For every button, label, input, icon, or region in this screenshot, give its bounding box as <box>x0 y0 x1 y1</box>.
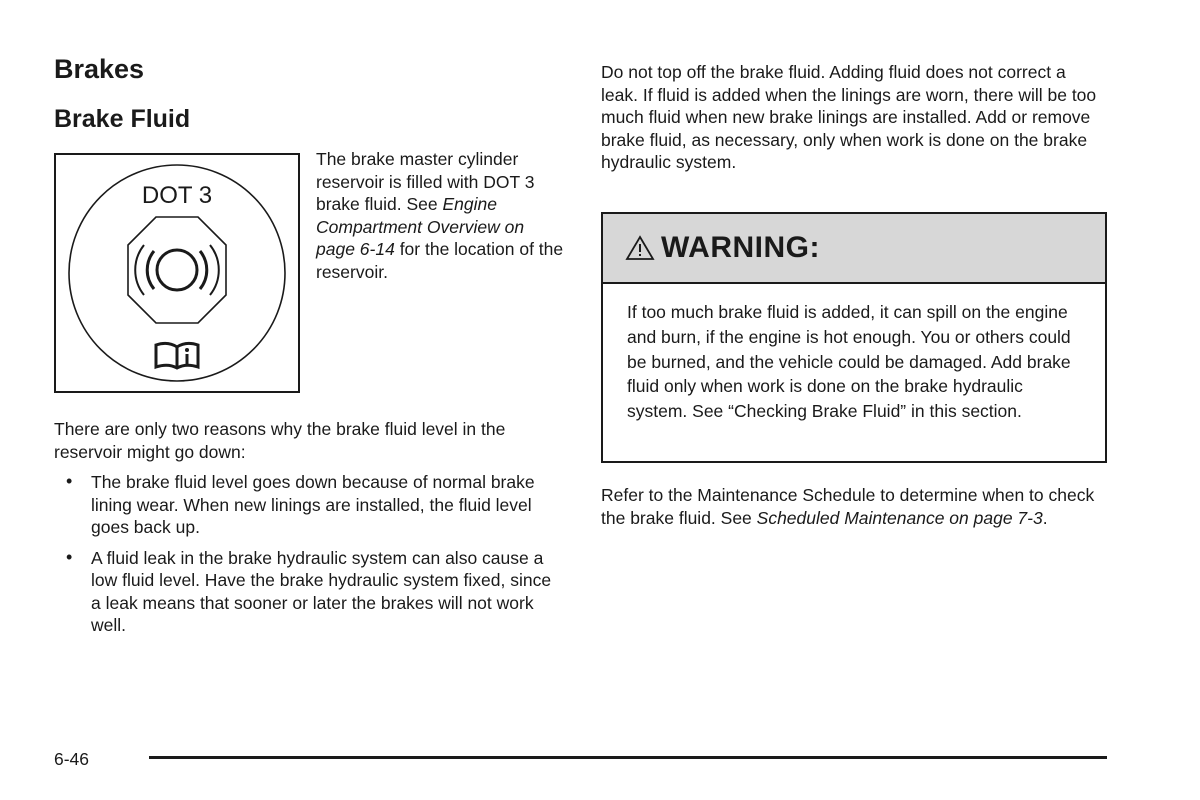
reasons-list <box>54 471 564 645</box>
reservoir-cap-illustration <box>56 155 302 395</box>
warning-triangle-icon <box>625 234 655 262</box>
engine-compartment-reference: Engine Compartment Overview on page 6-14 <box>316 194 525 259</box>
maintenance-paragraph <box>601 484 1101 529</box>
footer-rule <box>149 756 1107 759</box>
scheduled-maintenance-reference: Scheduled Maintenance on page 7-3 <box>756 507 1043 528</box>
brake-fluid-cap-figure <box>54 153 300 393</box>
bullet-icon: • <box>66 471 73 491</box>
list-item <box>54 471 564 539</box>
intro-paragraph <box>316 148 566 283</box>
reasons-paragraph: There are only two reasons why the brake fluid level in the reservoir might go down: <box>54 419 506 462</box>
bullet-icon: • <box>66 546 73 567</box>
list-item <box>54 547 564 637</box>
maintenance-text-end: . <box>1042 507 1048 528</box>
intro-text-end: for the location of the reservoir. <box>316 239 564 282</box>
intro-text: The brake master cylinder reservoir is filled with DOT 3 brake fluid. See <box>316 149 535 214</box>
page-title: Brakes <box>54 54 145 84</box>
warning-header <box>603 214 1105 284</box>
section-title: Brake Fluid <box>54 105 191 133</box>
page-number: 6-46 <box>54 749 90 769</box>
top-off-paragraph: Do not top off the brake fluid. Adding fluid does not correct a leak. If fluid is added when the linings are worn, there will be too much fluid when new brake linings are installed. Add or remove brake fluid, as necessary, only when work is done on the brake hydraulic system. <box>601 62 1097 172</box>
warning-box <box>601 212 1107 463</box>
owner-manual-book-icon <box>156 343 198 368</box>
maintenance-text: Refer to the Maintenance Schedule to determine when to check the brake fluid. See <box>601 485 1095 528</box>
warning-body: If too much brake fluid is added, it can spill on the engine and burn, if the engine is hot enough. You or others could be burned, and the vehicle could be damaged. Add brake fluid only when work is done on the brake hydraulic system. See “Checking Brake Fluid” in this section. <box>627 302 1071 422</box>
dot3-label: DOT 3 <box>141 182 213 209</box>
warning-title: WARNING: <box>661 231 820 264</box>
list-item-text: The brake fluid level goes down because of normal brake lining wear. When new linings are installed, the fluid level goes back up. <box>91 472 535 537</box>
list-item-text: A fluid leak in the brake hydraulic system can also cause a low fluid level. Have the brake hydraulic system fixed, since a leak means that sooner or later the brakes will not work well. <box>91 547 552 635</box>
